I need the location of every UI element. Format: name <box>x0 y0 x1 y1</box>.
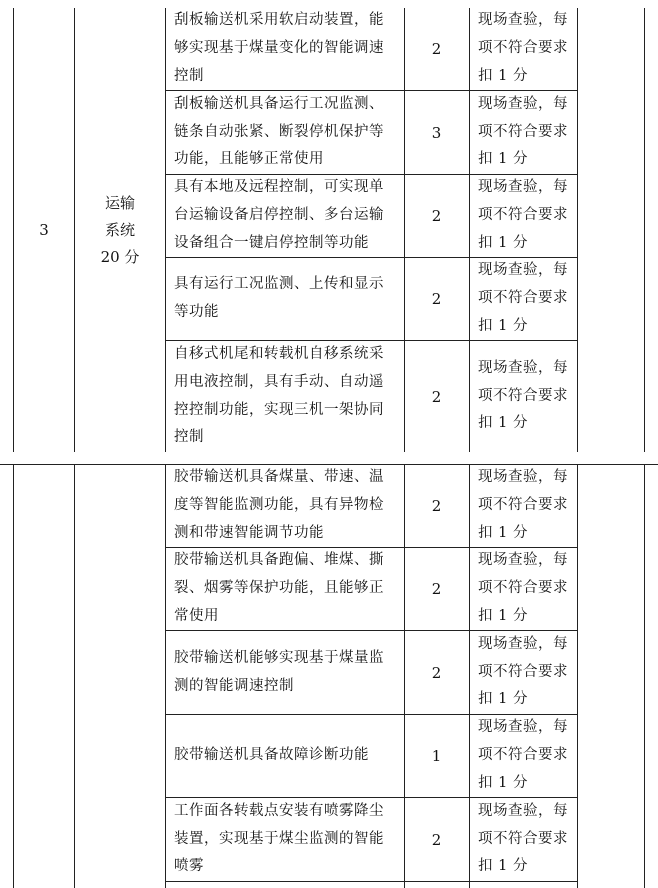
table-row <box>165 258 577 341</box>
score-cell: 2 <box>431 497 442 515</box>
table-row <box>165 341 577 452</box>
method-cell: 现场查验，每项不符合要求扣 1 分 <box>478 469 568 541</box>
table-divider <box>74 464 75 888</box>
category-line: 运输 <box>104 193 135 212</box>
table-row <box>165 8 577 91</box>
table-divider <box>577 8 578 452</box>
requirement-cell: 胶带输送机具备故障诊断功能 <box>174 747 369 764</box>
table-block-2 <box>0 464 658 888</box>
method-cell: 现场查验，每项不符合要求扣 1 分 <box>478 262 568 334</box>
requirement-cell: 工作面各转载点安装有喷雾降尘装置，实现基于煤尘监测的智能喷雾 <box>174 802 384 875</box>
score-cell: 2 <box>431 290 442 308</box>
table-divider <box>577 464 578 888</box>
score-cell: 2 <box>431 663 442 682</box>
score-cell: 2 <box>431 207 442 225</box>
method-cell: 现场查验，每项不符合要求扣 1 分 <box>478 635 568 708</box>
table-row <box>165 465 577 548</box>
section-number: 3 <box>39 220 49 239</box>
table-row <box>165 91 577 175</box>
table-border-right <box>644 8 645 452</box>
requirement-cell: 胶带输送机具备煤量、带速、温度等智能监测功能，具有异物检测和带速智能调节功能 <box>174 469 384 541</box>
method-cell: 现场查验，每项不符合要求扣 1 分 <box>478 552 568 624</box>
table-row <box>165 798 577 882</box>
method-cell: 现场查验，每项不符合要求扣 1 分 <box>478 12 568 84</box>
category-line: 系统 <box>104 220 135 239</box>
score-cell: 2 <box>431 580 442 598</box>
section-number-cell <box>14 8 74 452</box>
score-cell: 1 <box>431 747 442 765</box>
table-row <box>165 175 577 258</box>
requirement-cell: 具有本地及远程控制，可实现单台运输设备启停控制、多台运输设备组合一键启停控制等功能 <box>174 179 384 251</box>
method-cell: 现场查验，每项不符合要求扣 1 分 <box>478 719 568 791</box>
method-cell: 现场查验，每项不符合要求扣 1 分 <box>478 359 568 432</box>
score-cell: 2 <box>431 830 442 849</box>
table-block-1 <box>0 8 658 452</box>
table-border-left <box>13 464 14 888</box>
requirement-cell: 胶带输送机能够实现基于煤量监测的智能调速控制 <box>174 649 384 694</box>
category-cell <box>75 8 165 452</box>
requirement-cell: 刮板输送机采用软启动装置，能够实现基于煤量变化的智能调速控制 <box>174 12 384 84</box>
requirement-cell: 胶带输送机具备跑偏、堆煤、撕裂、烟雾等保护功能，且能够正常使用 <box>174 552 384 624</box>
category-line: 20 分 <box>100 247 140 266</box>
method-cell: 现场查验，每项不符合要求扣 1 分 <box>478 802 568 875</box>
table-row <box>165 715 577 798</box>
score-cell: 2 <box>431 40 442 58</box>
method-cell: 现场查验，每项不符合要求扣 1 分 <box>478 95 568 168</box>
table-row <box>165 548 577 631</box>
score-cell: 3 <box>431 123 442 142</box>
method-cell: 现场查验，每项不符合要求扣 1 分 <box>478 179 568 251</box>
score-cell: 2 <box>431 387 442 406</box>
requirement-cell: 刮板输送机具备运行工况监测、链条自动张紧、断裂停机保护等功能，且能够正常使用 <box>174 95 384 168</box>
table-row <box>165 631 577 715</box>
table-border-right <box>644 464 645 888</box>
requirement-cell: 具有运行工况监测、上传和显示等功能 <box>174 276 384 320</box>
requirement-cell: 自移式机尾和转载机自移系统采用电液控制，具有手动、自动遥控控制功能，实现三机一架协同控制 <box>174 346 384 446</box>
